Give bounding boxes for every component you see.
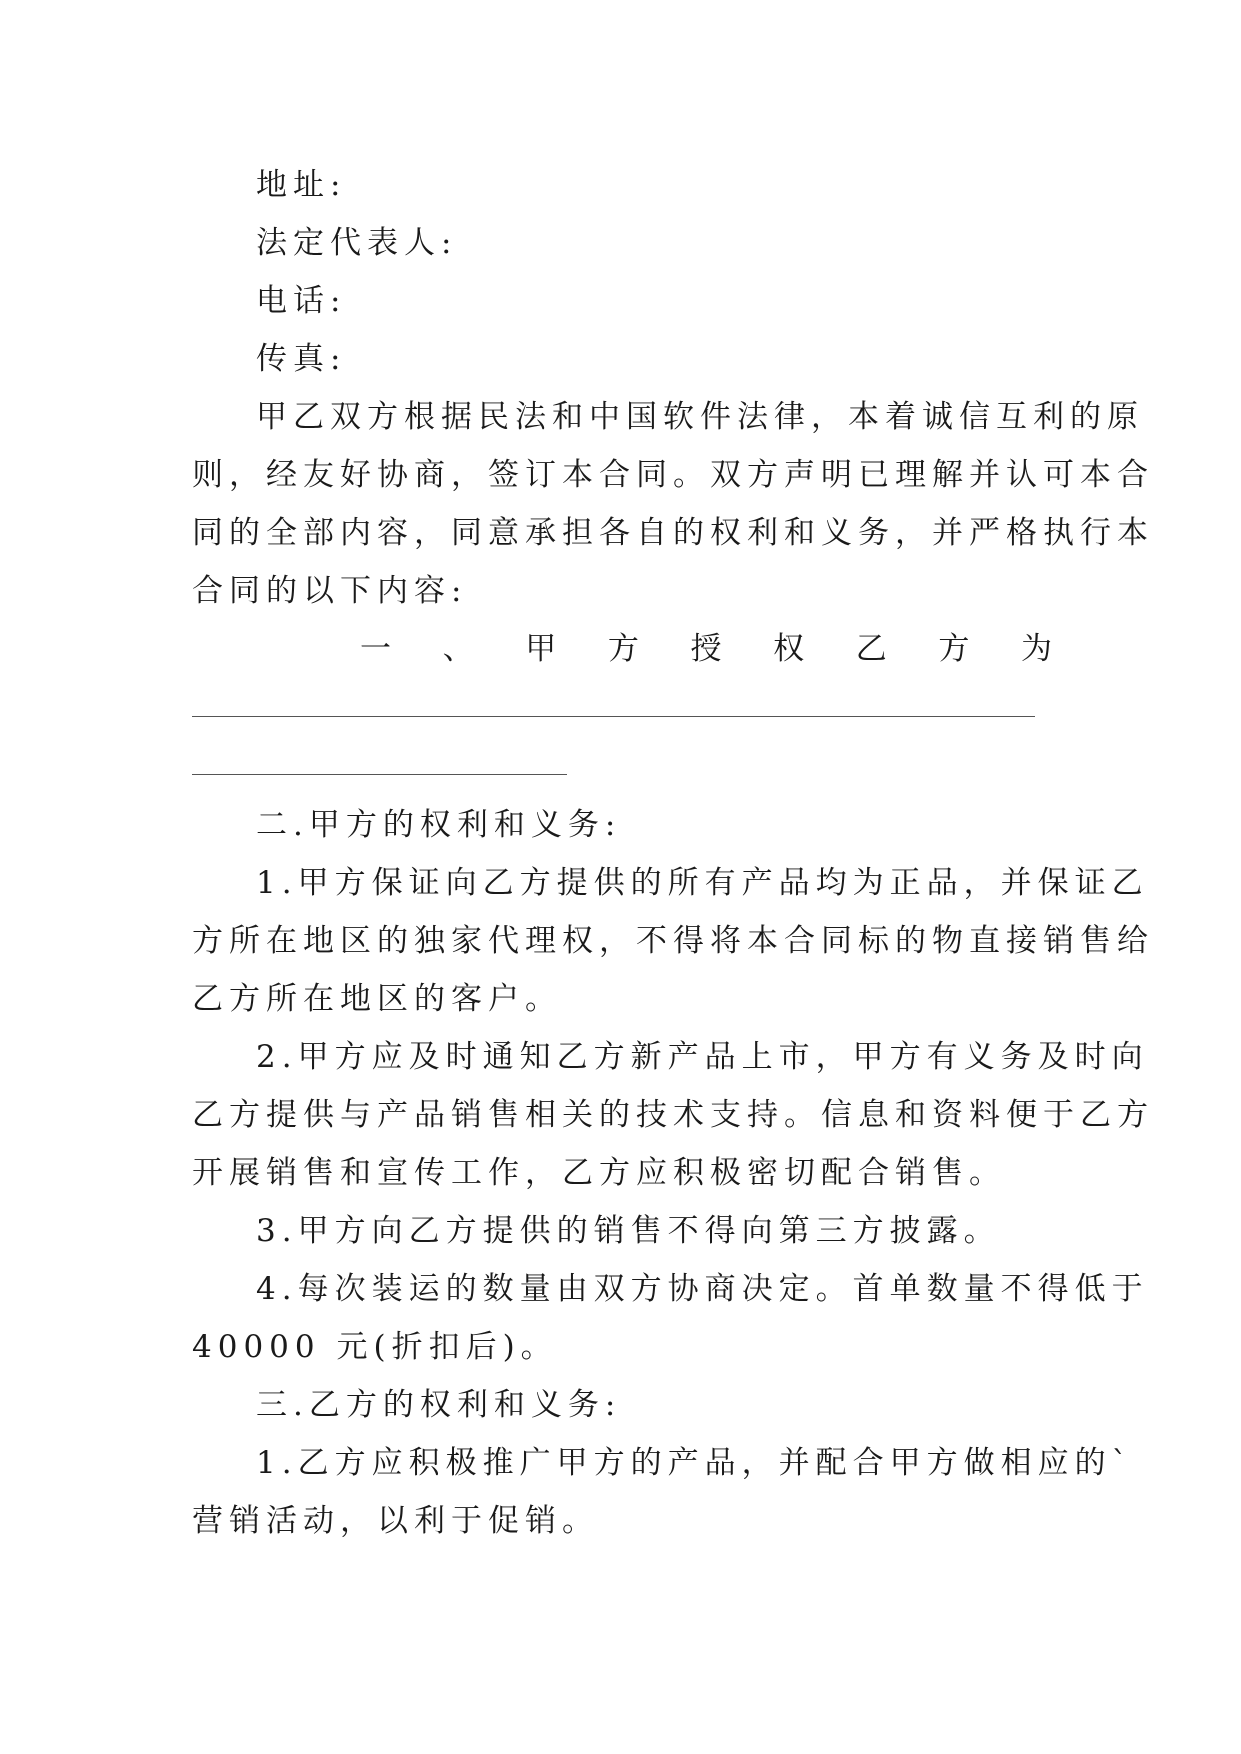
section1-char: 乙 [855, 631, 887, 667]
legal-rep-label: 法定代表人: [256, 225, 458, 261]
preamble-line: 甲乙双方根据民法和中国软件法律，本着诚信互利的原 [256, 399, 1144, 435]
preamble-line: 合同的以下内容: [192, 573, 468, 609]
clause-line: 营销活动，以利于促销。 [192, 1503, 599, 1539]
section2-heading: 二.甲方的权利和义务: [256, 807, 622, 843]
section1-char: 甲 [525, 631, 557, 667]
phone-label: 电话: [256, 283, 347, 319]
section1-char: 方 [938, 631, 970, 667]
clause-line: 4.每次装运的数量由双方协商决定。首单数量不得低于 [256, 1271, 1149, 1307]
clause-line: 1.乙方应积极推广甲方的产品，并配合甲方做相应的` [256, 1445, 1134, 1481]
clause-line: 乙方提供与产品销售相关的技术支持。信息和资料便于乙方 [192, 1097, 1154, 1133]
preamble-line: 则，经友好协商，签订本合同。双方声明已理解并认可本合 [192, 457, 1154, 493]
section1-char: 一 [360, 631, 391, 667]
address-label: 地址: [256, 167, 347, 203]
section1-char: 、 [442, 631, 474, 667]
fill-in-blank-line [192, 774, 567, 775]
section1-char: 权 [773, 631, 805, 667]
section1-char: 授 [690, 631, 722, 667]
clause-line: 方所在地区的独家代理权，不得将本合同标的物直接销售给 [192, 923, 1154, 959]
section1-heading [360, 629, 1052, 669]
clause-line: 1.甲方保证向乙方提供的所有产品均为正品，并保证乙 [256, 865, 1149, 901]
clause-line: 2.甲方应及时通知乙方新产品上市，甲方有义务及时向 [256, 1039, 1149, 1075]
preamble-line: 同的全部内容，同意承担各自的权利和义务，并严格执行本 [192, 515, 1154, 551]
clause-line: 3.甲方向乙方提供的销售不得向第三方披露。 [256, 1213, 1001, 1249]
section3-heading: 三.乙方的权利和义务: [256, 1387, 622, 1423]
clause-line: 开展销售和宣传工作，乙方应积极密切配合销售。 [192, 1155, 1006, 1191]
section1-char: 为 [1021, 631, 1052, 667]
clause-line: 40000 元(折扣后)。 [192, 1329, 558, 1365]
fax-label: 传真: [256, 341, 347, 377]
section1-char: 方 [607, 631, 639, 667]
clause-line: 乙方所在地区的客户。 [192, 981, 562, 1017]
fill-in-blank-line [192, 716, 1035, 717]
